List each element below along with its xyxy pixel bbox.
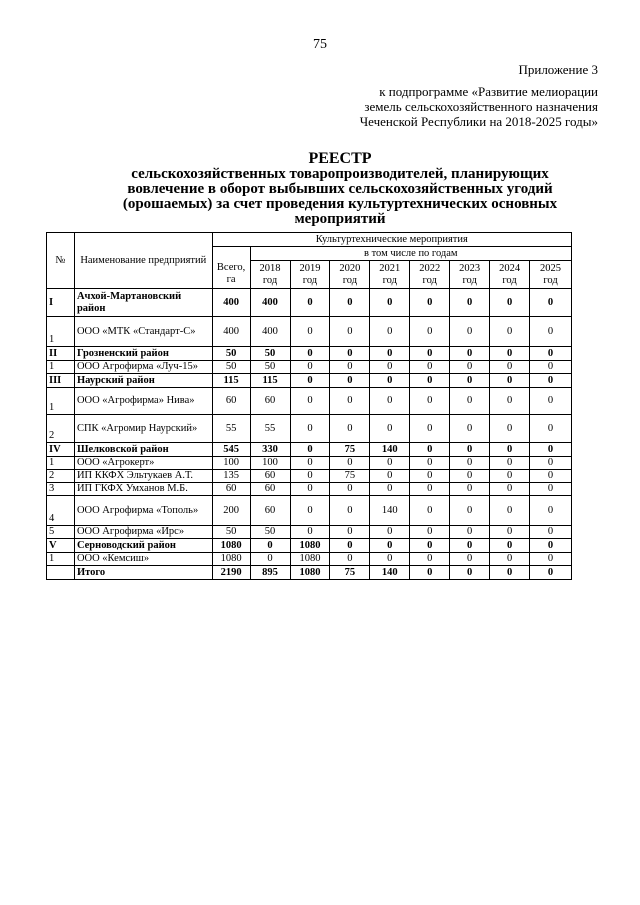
row-year-value: 0: [450, 553, 490, 566]
title-main: РЕЕСТР: [308, 150, 372, 167]
document-title: [100, 150, 580, 227]
header-total: [212, 261, 250, 289]
table-row: [47, 361, 572, 374]
row-year-value: 0: [410, 457, 450, 470]
row-year-value: 0: [370, 289, 410, 317]
row-name: ИП ККФХ Эльтукаев А.Т.: [74, 470, 212, 483]
row-name: Ачхой-Мартановский район: [74, 289, 212, 317]
row-year-value: 0: [410, 289, 450, 317]
header-year-2022: [410, 261, 450, 289]
header-year-suffix: год: [342, 274, 358, 286]
row-number: 4: [47, 496, 75, 526]
header-year-suffix: год: [302, 274, 318, 286]
table-row: [47, 553, 572, 566]
row-number: 1: [47, 317, 75, 347]
header-year-suffix: год: [502, 274, 517, 286]
row-year-value: 0: [370, 374, 410, 388]
row-total: 60: [212, 388, 250, 415]
row-year-value: 0: [490, 361, 530, 374]
header-name: Наименование предприятий: [74, 233, 212, 289]
table-row: [47, 496, 572, 526]
row-year-value: 0: [290, 388, 330, 415]
row-year-value: 0: [370, 361, 410, 374]
header-year-2025: [530, 261, 572, 289]
row-year-value: 0: [330, 415, 370, 443]
header-year-value: 2022: [419, 262, 441, 274]
row-year-value: 0: [450, 457, 490, 470]
header-year-value: 2020: [339, 262, 361, 274]
row-year-value: 0: [250, 539, 290, 553]
row-name: ООО Агрофирма «Луч-15»: [74, 361, 212, 374]
row-year-value: 0: [450, 496, 490, 526]
table-row: [47, 483, 572, 496]
row-year-value: 0: [370, 317, 410, 347]
row-year-value: 0: [450, 470, 490, 483]
row-year-value: 0: [290, 317, 330, 347]
row-year-value: 75: [330, 443, 370, 457]
row-total: 50: [212, 361, 250, 374]
row-number: [47, 566, 75, 580]
row-year-value: 75: [330, 566, 370, 580]
header-year-value: 2025: [540, 262, 562, 274]
row-year-value: 0: [450, 374, 490, 388]
row-number: 1: [47, 457, 75, 470]
row-number: 2: [47, 415, 75, 443]
row-year-value: 0: [410, 347, 450, 361]
row-year-value: 0: [530, 539, 572, 553]
row-year-value: 50: [250, 526, 290, 539]
row-year-value: 115: [250, 374, 290, 388]
row-year-value: 0: [370, 388, 410, 415]
row-name: ИП ГКФХ Умханов М.Б.: [74, 483, 212, 496]
row-year-value: 0: [450, 539, 490, 553]
row-year-value: 0: [330, 347, 370, 361]
row-year-value: 0: [290, 457, 330, 470]
header-year-suffix: год: [462, 274, 477, 286]
row-total: 545: [212, 443, 250, 457]
row-year-value: 0: [330, 361, 370, 374]
row-year-value: 0: [370, 470, 410, 483]
header-year-suffix: год: [382, 274, 397, 286]
row-year-value: 0: [530, 361, 572, 374]
row-total: 1080: [212, 553, 250, 566]
row-name: СПК «Агромир Наурский»: [74, 415, 212, 443]
row-year-value: 0: [530, 415, 572, 443]
row-year-value: 0: [530, 553, 572, 566]
row-number: 5: [47, 526, 75, 539]
header-year-value: 2024: [499, 262, 521, 274]
row-name: ООО Агрофирма «Ирс»: [74, 526, 212, 539]
row-name: ООО «Агрокерт»: [74, 457, 212, 470]
row-year-value: 0: [330, 388, 370, 415]
row-year-value: 895: [250, 566, 290, 580]
row-year-value: 0: [450, 415, 490, 443]
row-year-value: 0: [330, 289, 370, 317]
title-line: (орошаемых) за счет проведения культуртехнических основных: [122, 196, 558, 212]
header-year-suffix: год: [422, 274, 437, 286]
row-year-value: 0: [290, 361, 330, 374]
appendix-reference: [360, 84, 598, 129]
row-total: 60: [212, 483, 250, 496]
row-year-value: 400: [250, 317, 290, 347]
row-total: 1080: [212, 539, 250, 553]
row-year-value: 0: [410, 553, 450, 566]
row-number: 1: [47, 553, 75, 566]
row-year-value: 0: [450, 361, 490, 374]
row-year-value: 0: [370, 415, 410, 443]
row-total: 50: [212, 347, 250, 361]
appendix-line: к подпрограмме «Развитие мелиорации: [379, 84, 598, 99]
header-num: №: [47, 233, 75, 289]
row-year-value: 0: [290, 526, 330, 539]
row-name: Итого: [74, 566, 212, 580]
row-year-value: 0: [450, 566, 490, 580]
header-year-2024: [490, 261, 530, 289]
row-year-value: 0: [450, 317, 490, 347]
row-total: 115: [212, 374, 250, 388]
row-name: ООО «Кемсиш»: [74, 553, 212, 566]
row-name: Шелковской район: [74, 443, 212, 457]
row-year-value: 0: [410, 526, 450, 539]
row-total: 50: [212, 526, 250, 539]
header-total-spacer: [212, 247, 250, 261]
row-year-value: 0: [410, 566, 450, 580]
row-year-value: 0: [490, 553, 530, 566]
row-year-value: 0: [450, 443, 490, 457]
header-year-suffix: год: [543, 274, 558, 286]
row-name: ООО «Агрофирма» Нива»: [74, 388, 212, 415]
row-year-value: 1080: [290, 566, 330, 580]
table-row: [47, 566, 572, 580]
row-year-value: 1080: [290, 553, 330, 566]
row-year-value: 0: [330, 526, 370, 539]
row-year-value: 0: [530, 289, 572, 317]
header-year-2020: [330, 261, 370, 289]
header-total-line1: Всего,: [216, 262, 246, 274]
appendix-line: земель сельскохозяйственного назначения: [364, 99, 598, 114]
header-year-suffix: год: [262, 274, 278, 286]
title-line: мероприятий: [294, 211, 386, 227]
row-year-value: 75: [330, 470, 370, 483]
row-year-value: 0: [410, 496, 450, 526]
table-row: [47, 388, 572, 415]
row-year-value: 0: [410, 415, 450, 443]
row-year-value: 140: [370, 443, 410, 457]
row-year-value: 0: [490, 566, 530, 580]
table-row: [47, 443, 572, 457]
row-year-value: 55: [250, 415, 290, 443]
row-year-value: 0: [330, 317, 370, 347]
row-total: 400: [212, 317, 250, 347]
row-total: 200: [212, 496, 250, 526]
row-year-value: 0: [530, 470, 572, 483]
row-year-value: 0: [450, 526, 490, 539]
row-year-value: 50: [250, 347, 290, 361]
row-name: Наурский район: [74, 374, 212, 388]
header-group: Культуртехнические мероприятия: [212, 233, 571, 247]
row-year-value: 0: [330, 539, 370, 553]
row-year-value: 0: [290, 415, 330, 443]
row-year-value: 0: [410, 374, 450, 388]
row-name: Серноводский район: [74, 539, 212, 553]
row-year-value: 0: [290, 483, 330, 496]
row-name: ООО Агрофирма «Тополь»: [74, 496, 212, 526]
table-row: [47, 289, 572, 317]
row-year-value: 330: [250, 443, 290, 457]
row-number: 2: [47, 470, 75, 483]
row-year-value: 0: [450, 483, 490, 496]
page-number: 75: [313, 37, 327, 52]
row-year-value: 0: [290, 443, 330, 457]
row-year-value: 0: [490, 347, 530, 361]
row-year-value: 60: [250, 470, 290, 483]
row-year-value: 0: [290, 374, 330, 388]
row-year-value: 0: [410, 539, 450, 553]
row-year-value: 60: [250, 388, 290, 415]
row-year-value: 0: [330, 374, 370, 388]
row-year-value: 50: [250, 361, 290, 374]
row-year-value: 0: [250, 553, 290, 566]
row-year-value: 0: [530, 347, 572, 361]
row-year-value: 0: [330, 483, 370, 496]
row-total: 100: [212, 457, 250, 470]
title-line: сельскохозяйственных товаропроизводителей, планирующих: [131, 166, 549, 182]
row-year-value: 0: [490, 374, 530, 388]
row-total: 2190: [212, 566, 250, 580]
row-year-value: 0: [490, 526, 530, 539]
row-year-value: 400: [250, 289, 290, 317]
row-year-value: 0: [290, 347, 330, 361]
row-year-value: 0: [410, 361, 450, 374]
row-year-value: 0: [330, 496, 370, 526]
row-year-value: 0: [330, 553, 370, 566]
row-year-value: 60: [250, 483, 290, 496]
row-year-value: 0: [490, 443, 530, 457]
row-year-value: 60: [250, 496, 290, 526]
row-year-value: 0: [410, 388, 450, 415]
row-number: II: [47, 347, 75, 361]
row-year-value: 0: [490, 289, 530, 317]
row-year-value: 0: [490, 388, 530, 415]
row-year-value: 0: [530, 317, 572, 347]
row-year-value: 0: [490, 470, 530, 483]
row-number: III: [47, 374, 75, 388]
row-year-value: 0: [370, 553, 410, 566]
row-year-value: 0: [450, 289, 490, 317]
appendix-title: Приложение 3: [518, 62, 598, 77]
row-year-value: 0: [530, 443, 572, 457]
row-year-value: 0: [530, 496, 572, 526]
table-row: [47, 317, 572, 347]
title-line: вовлечение в оборот выбывших сельскохозяйственных угодий: [127, 181, 553, 197]
header-year-2019: [290, 261, 330, 289]
row-year-value: 140: [370, 566, 410, 580]
table-row: [47, 457, 572, 470]
row-number: 3: [47, 483, 75, 496]
row-year-value: 0: [490, 483, 530, 496]
table-row: [47, 539, 572, 553]
row-year-value: 0: [370, 483, 410, 496]
header-year-value: 2021: [379, 262, 401, 274]
row-year-value: 0: [490, 496, 530, 526]
header-year-value: 2019: [299, 262, 321, 274]
row-total: 135: [212, 470, 250, 483]
row-year-value: 0: [530, 483, 572, 496]
row-year-value: 0: [290, 470, 330, 483]
row-number: 1: [47, 388, 75, 415]
header-subgroup: в том числе по годам: [250, 247, 571, 261]
row-year-value: 0: [530, 374, 572, 388]
table-row: [47, 526, 572, 539]
header-year-2018: [250, 261, 290, 289]
row-name: ООО «МТК «Стандарт-С»: [74, 317, 212, 347]
row-number: 1: [47, 361, 75, 374]
row-year-value: 100: [250, 457, 290, 470]
row-year-value: 0: [330, 457, 370, 470]
appendix-line: Чеченской Республики на 2018-2025 годы»: [359, 114, 598, 129]
header-year-value: 2023: [459, 262, 481, 274]
row-year-value: 0: [450, 388, 490, 415]
row-year-value: 0: [370, 347, 410, 361]
table-row: [47, 415, 572, 443]
row-year-value: 0: [370, 526, 410, 539]
row-year-value: 0: [290, 289, 330, 317]
header-year-value: 2018: [259, 262, 281, 274]
row-year-value: 0: [370, 539, 410, 553]
header-year-2021: [370, 261, 410, 289]
table-row: [47, 347, 572, 361]
registry-table: [46, 232, 572, 580]
row-year-value: 0: [530, 526, 572, 539]
row-year-value: 0: [530, 566, 572, 580]
row-year-value: 0: [490, 539, 530, 553]
row-number: I: [47, 289, 75, 317]
row-number: IV: [47, 443, 75, 457]
row-year-value: 140: [370, 496, 410, 526]
row-year-value: 0: [410, 470, 450, 483]
row-year-value: 0: [410, 317, 450, 347]
row-year-value: 0: [370, 457, 410, 470]
row-year-value: 0: [530, 457, 572, 470]
row-year-value: 0: [530, 388, 572, 415]
row-year-value: 0: [450, 347, 490, 361]
header-total-line2: га: [226, 274, 236, 286]
row-number: V: [47, 539, 75, 553]
row-year-value: 0: [490, 317, 530, 347]
header-year-2023: [450, 261, 490, 289]
table-row: [47, 374, 572, 388]
table-row: [47, 470, 572, 483]
row-name: Грозненский район: [74, 347, 212, 361]
row-total: 55: [212, 415, 250, 443]
row-year-value: 0: [410, 483, 450, 496]
row-year-value: 0: [490, 457, 530, 470]
row-year-value: 0: [290, 496, 330, 526]
row-year-value: 0: [490, 415, 530, 443]
row-year-value: 1080: [290, 539, 330, 553]
row-year-value: 0: [410, 443, 450, 457]
row-total: 400: [212, 289, 250, 317]
